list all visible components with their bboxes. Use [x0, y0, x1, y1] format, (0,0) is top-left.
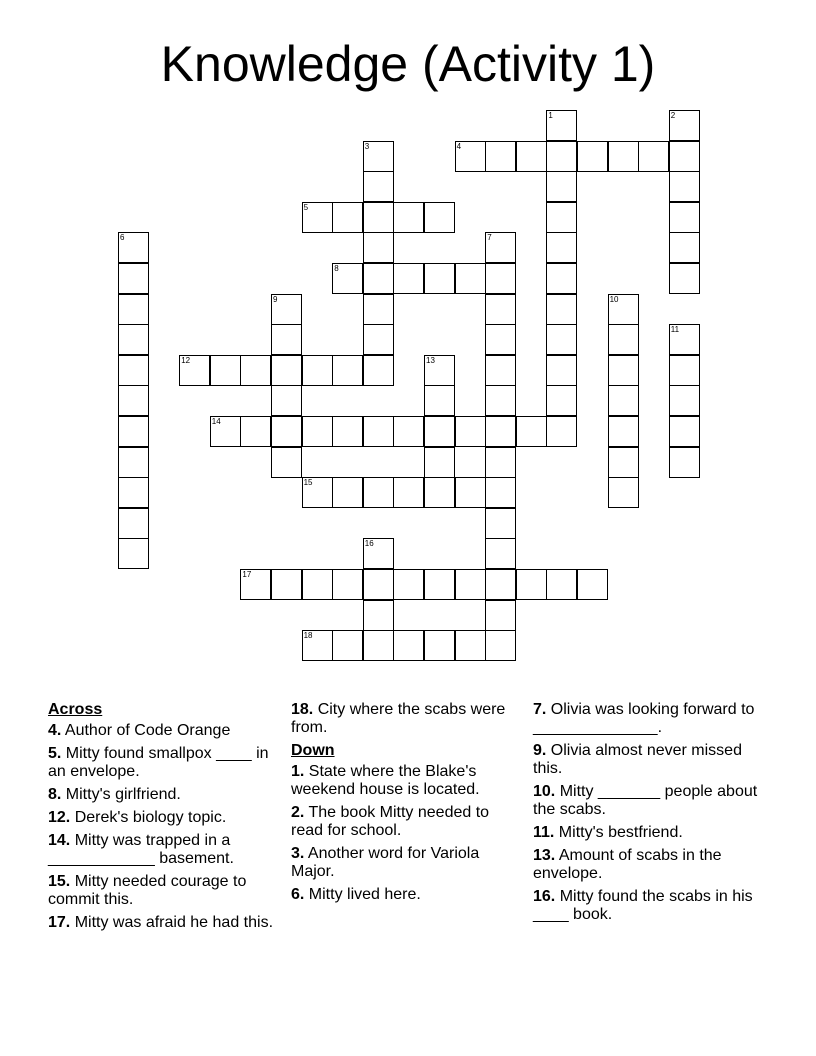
crossword-cell[interactable]	[363, 171, 394, 202]
crossword-cell[interactable]	[118, 324, 149, 355]
crossword-cell[interactable]	[271, 294, 302, 325]
crossword-cell[interactable]	[332, 477, 363, 508]
crossword-cell[interactable]	[363, 600, 394, 631]
crossword-cell[interactable]	[485, 538, 516, 569]
crossword-cell[interactable]	[332, 416, 363, 447]
crossword-cell[interactable]	[485, 569, 516, 600]
crossword-cell[interactable]	[118, 508, 149, 539]
crossword-cell[interactable]	[669, 263, 700, 294]
clue-number: 15	[303, 478, 313, 488]
crossword-cell[interactable]	[669, 324, 700, 355]
clue-down-1: 1. State where the Blake's weekend house is located.	[291, 763, 480, 798]
crossword-cell[interactable]	[240, 569, 271, 600]
crossword-cell[interactable]	[608, 447, 639, 478]
clue-down-9: 9. Olivia almost never missed this.	[533, 742, 742, 777]
clue-down-3: 3. Another word for Variola Major.	[291, 845, 480, 880]
crossword-cell[interactable]	[485, 600, 516, 631]
crossword-cell[interactable]	[516, 141, 547, 172]
crossword-cell[interactable]	[455, 630, 486, 661]
crossword-cell[interactable]	[669, 385, 700, 416]
crossword-cell[interactable]	[393, 202, 424, 233]
crossword-cell[interactable]	[332, 263, 363, 294]
crossword-cell[interactable]	[669, 232, 700, 263]
crossword-cell[interactable]	[669, 355, 700, 386]
crossword-cell[interactable]	[240, 416, 271, 447]
clue-across-15: 15. Mitty needed courage to commit this.	[48, 873, 247, 908]
clue-number: 8	[334, 264, 339, 273]
crossword-cell[interactable]	[363, 569, 394, 600]
clue-number: 3	[364, 141, 370, 151]
crossword-cell[interactable]	[669, 447, 700, 478]
crossword-cell[interactable]	[118, 355, 149, 386]
crossword-cell[interactable]	[424, 202, 455, 233]
clue-down-11: 11. Mitty's bestfriend.	[533, 824, 683, 841]
crossword-cell[interactable]	[485, 477, 516, 508]
crossword-cell[interactable]	[332, 355, 363, 386]
clue-across-12: 12. Derek's biology topic.	[48, 809, 227, 826]
clue-down-16: 16. Mitty found the scabs in his ____ book.	[533, 888, 753, 923]
crossword-cell[interactable]	[669, 171, 700, 202]
clue-column-3	[533, 701, 773, 929]
crossword-cell[interactable]	[455, 569, 486, 600]
clue-number: 1	[548, 111, 553, 120]
crossword-cell[interactable]	[516, 569, 547, 600]
crossword-cell[interactable]	[455, 141, 486, 172]
clue-number: 10	[609, 294, 619, 304]
crossword-cell[interactable]	[455, 263, 486, 294]
crossword-cell[interactable]	[363, 294, 394, 325]
clue-number: 13	[426, 355, 435, 365]
crossword-cell[interactable]	[363, 202, 394, 233]
crossword-cell[interactable]	[424, 630, 455, 661]
crossword-cell[interactable]	[485, 508, 516, 539]
crossword-cell[interactable]	[485, 355, 516, 386]
crossword-cell[interactable]	[332, 569, 363, 600]
crossword-cell[interactable]	[302, 630, 333, 661]
crossword-cell[interactable]	[271, 569, 302, 600]
crossword-cell[interactable]	[485, 447, 516, 478]
crossword-cell[interactable]	[210, 416, 241, 447]
crossword-cell[interactable]	[546, 141, 577, 172]
across-heading: Across	[48, 701, 103, 718]
crossword-cell[interactable]	[424, 416, 455, 447]
crossword-cell[interactable]	[669, 141, 700, 172]
clue-across-18: 18. City where the scabs were from.	[291, 701, 506, 736]
crossword-cell[interactable]	[455, 416, 486, 447]
crossword-cell[interactable]	[608, 324, 639, 355]
crossword-cell[interactable]	[485, 324, 516, 355]
clue-number: 12	[181, 355, 191, 365]
crossword-cell[interactable]	[179, 355, 210, 386]
crossword-cell[interactable]	[608, 141, 639, 172]
clue-column-1	[48, 701, 273, 937]
crossword-cell[interactable]	[455, 477, 486, 508]
crossword-cell[interactable]	[546, 294, 577, 325]
crossword-cell[interactable]	[608, 355, 639, 386]
clue-number: 17	[242, 570, 252, 579]
crossword-cell[interactable]	[577, 569, 608, 600]
crossword-cell[interactable]	[424, 569, 455, 600]
crossword-cell[interactable]	[363, 141, 394, 172]
crossword-cell[interactable]	[669, 110, 700, 141]
crossword-cell[interactable]	[424, 263, 455, 294]
clue-down-13: 13. Amount of scabs in the envelope.	[533, 847, 722, 882]
page-title: Knowledge (Activity 1)	[160, 36, 656, 92]
clue-across-5: 5. Mitty found smallpox ____ in an envelope.	[48, 745, 269, 780]
clue-across-14: 14. Mitty was trapped in a ____________ basement.	[48, 832, 234, 867]
crossword-cell[interactable]	[118, 263, 149, 294]
crossword-cell[interactable]	[363, 630, 394, 661]
crossword-cell[interactable]	[608, 477, 639, 508]
clue-down-10: 10. Mitty _______ people about the scabs.	[533, 783, 758, 818]
crossword-cell[interactable]	[393, 263, 424, 294]
clue-number: 7	[487, 233, 492, 243]
crossword-cell[interactable]	[271, 385, 302, 416]
crossword-cell[interactable]	[118, 232, 149, 263]
crossword-cell[interactable]	[608, 294, 639, 325]
crossword-cell[interactable]	[546, 202, 577, 233]
clue-number: 16	[364, 539, 374, 549]
crossword-cell[interactable]	[393, 416, 424, 447]
crossword-cell[interactable]	[546, 385, 577, 416]
crossword-cell[interactable]	[393, 477, 424, 508]
clue-down-2: 2. The book Mitty needed to read for school.	[291, 804, 490, 839]
crossword-cell[interactable]	[546, 416, 577, 447]
crossword-cell[interactable]	[424, 447, 455, 478]
crossword-cell[interactable]	[638, 141, 669, 172]
crossword-cell[interactable]	[608, 385, 639, 416]
crossword-cell[interactable]	[332, 202, 363, 233]
crossword-cell[interactable]	[669, 202, 700, 233]
crossword-cell[interactable]	[546, 110, 577, 141]
crossword-cell[interactable]	[363, 538, 394, 569]
clue-number: 14	[211, 417, 221, 426]
crossword-cell[interactable]	[118, 538, 149, 569]
crossword-cell[interactable]	[485, 385, 516, 416]
down-heading: Down	[291, 742, 335, 759]
clue-number: 18	[303, 631, 313, 641]
crossword-cell[interactable]	[118, 477, 149, 508]
crossword-cell[interactable]	[332, 630, 363, 661]
crossword-cell[interactable]	[363, 477, 394, 508]
clue-number: 6	[120, 233, 125, 243]
crossword-cell[interactable]	[240, 355, 271, 386]
crossword-cell[interactable]	[118, 294, 149, 325]
clue-across-8: 8. Mitty's girlfriend.	[48, 786, 181, 803]
crossword-cell[interactable]	[546, 263, 577, 294]
crossword-cell[interactable]	[546, 232, 577, 263]
clue-column-2	[291, 701, 513, 909]
crossword-cell[interactable]	[485, 141, 516, 172]
clue-down-6: 6. Mitty lived here.	[291, 886, 421, 903]
clue-across-17: 17. Mitty was afraid he had this.	[48, 914, 274, 931]
crossword-cell[interactable]	[363, 416, 394, 447]
crossword-cell[interactable]	[485, 630, 516, 661]
crossword-cell[interactable]	[302, 202, 333, 233]
crossword-cell[interactable]	[271, 324, 302, 355]
crossword-cell[interactable]	[302, 355, 333, 386]
crossword-cell[interactable]	[363, 355, 394, 386]
crossword-cell[interactable]	[485, 232, 516, 263]
crossword-cell[interactable]	[669, 416, 700, 447]
crossword-cell[interactable]	[485, 416, 516, 447]
crossword-cell[interactable]	[393, 630, 424, 661]
crossword-cell[interactable]	[393, 569, 424, 600]
crossword-cell[interactable]	[424, 477, 455, 508]
crossword-cell[interactable]	[546, 355, 577, 386]
clue-number: 11	[670, 325, 680, 335]
clue-number: 5	[303, 202, 309, 212]
clue-across-4: 4. Author of Code Orange	[48, 722, 231, 739]
crossword-cell[interactable]	[608, 416, 639, 447]
crossword-cell[interactable]	[363, 263, 394, 294]
crossword-cell[interactable]	[210, 355, 241, 386]
crossword-cell[interactable]	[271, 355, 302, 386]
crossword-cell[interactable]	[546, 324, 577, 355]
crossword-cell[interactable]	[485, 263, 516, 294]
clue-down-7: 7. Olivia was looking forward to ______________.	[533, 701, 755, 736]
crossword-cell[interactable]	[516, 416, 547, 447]
crossword-cell[interactable]	[546, 171, 577, 202]
clue-number: 2	[670, 111, 676, 120]
crossword-cell[interactable]	[424, 385, 455, 416]
crossword-cell[interactable]	[302, 477, 333, 508]
crossword-cell[interactable]	[363, 324, 394, 355]
crossword-cell[interactable]	[271, 447, 302, 478]
clue-number: 4	[456, 141, 462, 151]
crossword-cell[interactable]	[302, 416, 333, 447]
crossword-cell[interactable]	[302, 569, 333, 600]
crossword-cell[interactable]	[546, 569, 577, 600]
crossword-cell[interactable]	[485, 294, 516, 325]
crossword-cell[interactable]	[118, 416, 149, 447]
crossword-cell[interactable]	[577, 141, 608, 172]
crossword-cell[interactable]	[271, 416, 302, 447]
crossword-cell[interactable]	[118, 385, 149, 416]
crossword-cell[interactable]	[363, 232, 394, 263]
clue-number: 9	[273, 294, 278, 304]
crossword-cell[interactable]	[424, 355, 455, 386]
crossword-cell[interactable]	[118, 447, 149, 478]
